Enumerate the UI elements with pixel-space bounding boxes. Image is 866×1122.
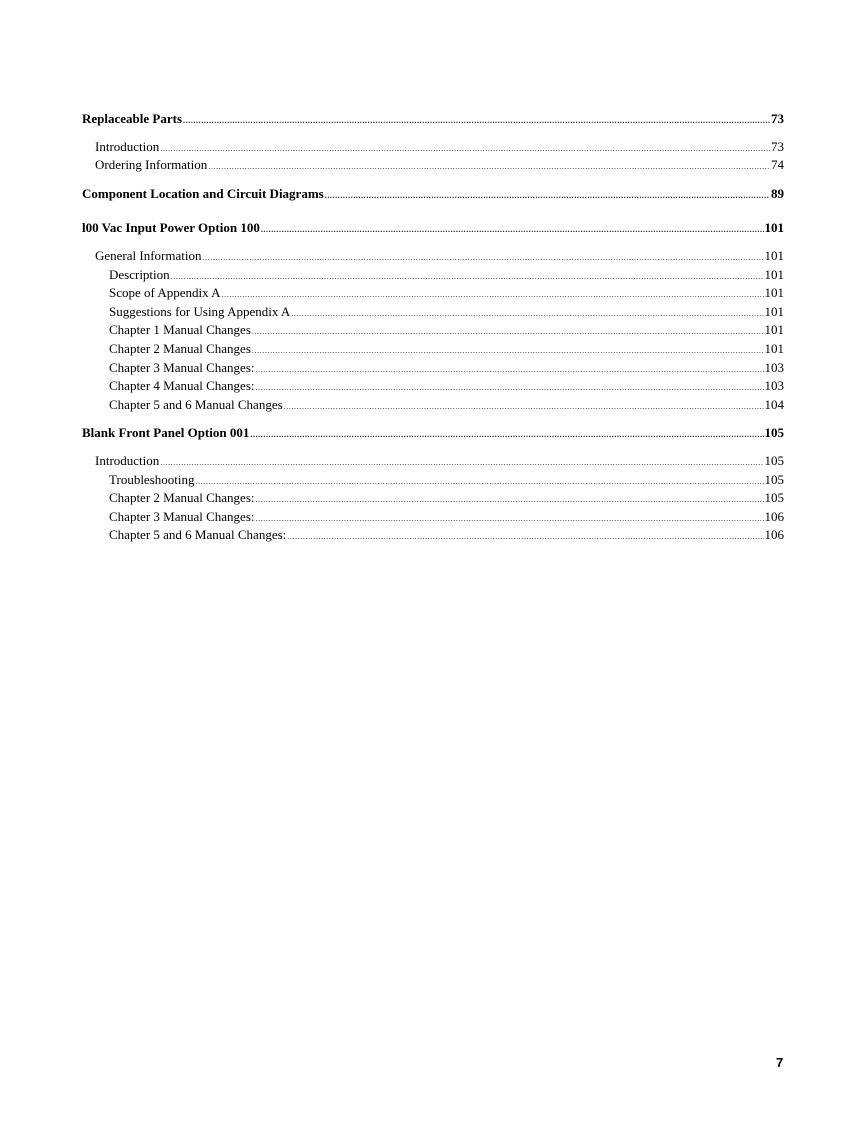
toc-entry-page: 73: [771, 138, 784, 154]
toc-entry-title: Chapter 4 Manual Changes:: [109, 378, 255, 394]
toc-entry-page: 105: [764, 452, 784, 468]
toc-entry-page: 101: [764, 266, 784, 282]
dot-leader: [252, 343, 764, 360]
toc-entry-page: 106: [764, 508, 784, 524]
toc-entry-page: 101: [764, 247, 784, 263]
toc-entry-page: 101: [764, 322, 784, 338]
toc-entry-page: 89: [771, 185, 784, 201]
dot-leader: [325, 188, 770, 205]
toc-entry-page: 74: [771, 157, 784, 173]
toc-entry-title: Suggestions for Using Appendix A: [109, 303, 291, 319]
toc-entry-title: Blank Front Panel Option 001: [82, 425, 250, 441]
toc-section-option-001[interactable]: [82, 425, 784, 444]
toc-entry-title: Introduction: [95, 138, 160, 154]
toc-entry-title: Chapter 3 Manual Changes:: [109, 508, 255, 524]
toc-entry[interactable]: [82, 157, 784, 176]
dot-leader: [183, 113, 770, 130]
toc-entry-title: Chapter 5 and 6 Manual Changes: [109, 396, 283, 412]
dot-leader: [208, 159, 770, 176]
toc-entry-page: 101: [764, 340, 784, 356]
toc-entry[interactable]: [82, 397, 784, 416]
toc-entry[interactable]: [82, 267, 784, 286]
dot-leader: [291, 306, 763, 323]
toc-entry-title: Scope of Appendix A: [109, 285, 221, 301]
dot-leader: [261, 222, 764, 239]
toc-entry-title: Description: [109, 266, 170, 282]
toc-entry-page: 73: [771, 111, 784, 126]
toc-entry-title: Chapter 1 Manual Changes: [109, 322, 251, 338]
toc-entry[interactable]: [82, 139, 784, 158]
toc-entry-page: 101: [764, 303, 784, 319]
toc-entry[interactable]: [82, 304, 784, 323]
dot-leader: [195, 474, 763, 491]
toc-entry[interactable]: [82, 490, 784, 509]
page-number: 7: [776, 1055, 784, 1070]
dot-leader: [256, 362, 764, 379]
toc-entry-page: 101: [764, 220, 784, 236]
toc-entry[interactable]: [82, 509, 784, 528]
toc-entry[interactable]: [82, 248, 784, 267]
dot-leader: [202, 250, 763, 267]
dot-leader: [160, 455, 763, 472]
toc-entry-page: 104: [764, 396, 784, 412]
dot-leader: [171, 269, 764, 286]
dot-leader: [250, 427, 763, 444]
toc-entry-page: 103: [764, 359, 784, 375]
toc-entry-page: 101: [764, 285, 784, 301]
toc-entry-title: Chapter 2 Manual Changes: [109, 340, 251, 356]
toc-entry[interactable]: [82, 360, 784, 379]
toc-entry-title: Ordering Information: [95, 157, 208, 173]
toc-entry[interactable]: [82, 378, 784, 397]
toc-entry-title: Chapter 3 Manual Changes:: [109, 359, 255, 375]
toc-section-replaceable-parts[interactable]: [82, 111, 784, 130]
dot-leader: [256, 380, 764, 397]
toc-section-component-location[interactable]: [82, 186, 784, 205]
toc-entry[interactable]: [82, 527, 784, 546]
toc-entry-title: Introduction: [95, 452, 160, 468]
dot-leader: [256, 511, 764, 528]
toc-entry[interactable]: [82, 341, 784, 360]
toc-entry-title: Chapter 2 Manual Changes:: [109, 490, 255, 506]
toc-entry-page: 105: [764, 490, 784, 506]
toc-entry-page: 103: [764, 378, 784, 394]
toc-entry[interactable]: [82, 322, 784, 341]
toc-entry-page: 106: [764, 527, 784, 543]
table-of-contents: [82, 111, 784, 546]
toc-section-option-100[interactable]: [82, 220, 784, 239]
toc-entry-page: 105: [764, 425, 784, 441]
toc-entry-title: Chapter 5 and 6 Manual Changes:: [109, 527, 287, 543]
toc-entry-title: General Information: [95, 247, 202, 263]
toc-entry-title: Troubleshooting: [109, 471, 195, 487]
dot-leader: [160, 141, 770, 158]
dot-leader: [287, 529, 763, 546]
toc-entry[interactable]: [82, 285, 784, 304]
toc-entry[interactable]: [82, 453, 784, 472]
toc-entry[interactable]: [82, 472, 784, 491]
toc-entry-title: Replaceable Parts: [82, 111, 183, 126]
toc-entry-title: l00 Vac Input Power Option 100: [82, 220, 260, 236]
dot-leader: [252, 324, 764, 341]
dot-leader: [256, 492, 764, 509]
toc-entry-page: 105: [764, 471, 784, 487]
dot-leader: [222, 287, 764, 304]
toc-entry-title: Component Location and Circuit Diagrams: [82, 185, 324, 201]
dot-leader: [284, 399, 764, 416]
